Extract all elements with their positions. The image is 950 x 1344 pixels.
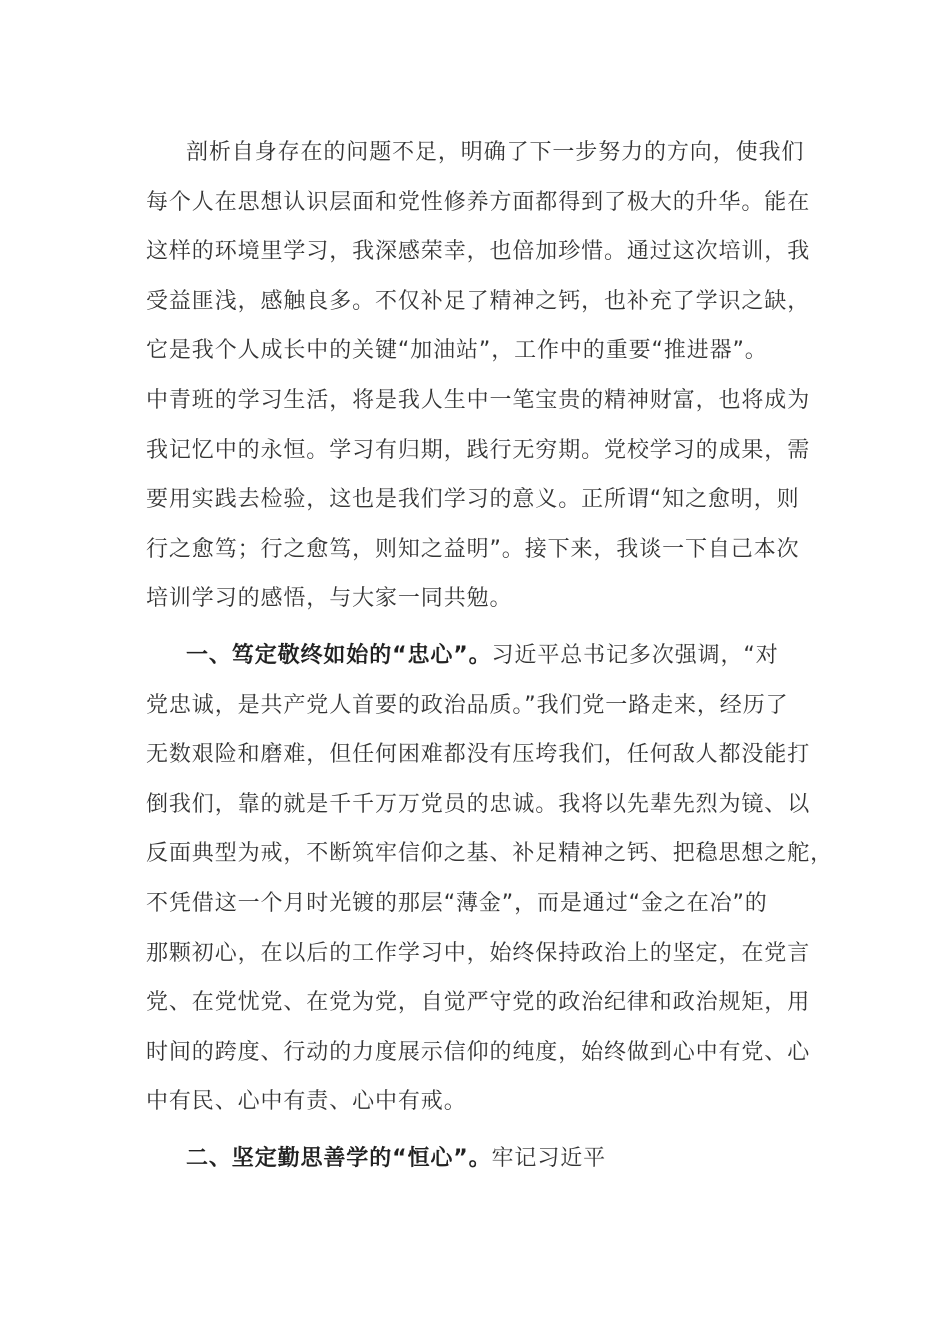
text-line: 受益匪浅，感触良多。不仅补足了精神之钙，也补充了学识之缺，: [146, 288, 811, 314]
text-line: 我记忆中的永恒。学习有归期，践行无穷期。党校学习的成果，需: [146, 437, 811, 463]
text-line: 党、在党忧党、在党为党，自觉严守党的政治纪律和政治规矩，用: [146, 990, 811, 1016]
paragraph-gap: [146, 624, 826, 631]
text-line: 反面典型为戒，不断筑牢信仰之基、补足精神之钙、把稳思想之舵，: [146, 841, 834, 867]
section-heading: 一、笃定敬终如始的“忠心”。: [186, 642, 492, 668]
text-line: 它是我个人成长中的关键“加油站”，工作中的重要“推进器”。: [146, 338, 768, 364]
text-line: 剖析自身存在的问题不足，明确了下一步努力的方向，使我们: [186, 140, 805, 165]
section-first-line: [146, 1134, 826, 1184]
text-line: 每个人在思想认识层面和党性修养方面都得到了极大的升华。能在: [146, 189, 811, 215]
section-heading: 二、坚定勤思善学的“恒心”。: [186, 1145, 492, 1171]
text-line: 那颗初心，在以后的工作学习中，始终保持政治上的坚定，在党言: [146, 940, 811, 966]
document-body: [146, 128, 834, 1183]
section-text: 牢记习近平: [491, 1145, 607, 1171]
paragraph-section-2: [146, 1134, 826, 1184]
text-line: 无数艰险和磨难，但任何困难都没有压垮我们，任何敌人都没能打: [146, 742, 811, 768]
section-text: 习近平总书记多次强调，“对: [491, 642, 779, 668]
text-line: 中青班的学习生活，将是我人生中一笔宝贵的精神财富，也将成为: [146, 387, 811, 413]
text-line: 行之愈笃；行之愈笃，则知之益明”。接下来，我谈一下自己本次: [146, 536, 800, 562]
text-line: 党忠诚，是共产党人首要的政治品质。”我们党一路走来，经历了: [146, 692, 789, 718]
text-line: 不凭借这一个月时光镀的那层“薄金”，而是通过“金之在冶”的: [146, 890, 768, 916]
text-line: 这样的环境里学习，我深感荣幸，也倍加珍惜。通过这次培训，我: [146, 239, 811, 265]
paragraph-gap: [146, 1127, 826, 1134]
paragraph-intro: [146, 128, 826, 624]
text-line: 时间的跨度、行动的力度展示信仰的纯度，始终做到心中有党、心: [146, 1039, 811, 1065]
text-line: 培训学习的感悟，与大家一同共勉。: [146, 586, 513, 612]
text-line: 倒我们，靠的就是千千万万党员的忠诚。我将以先辈先烈为镜、以: [146, 791, 811, 817]
text-line: 要用实践去检验，这也是我们学习的意义。正所谓“知之愈明，则: [146, 487, 800, 513]
section-first-line: [146, 631, 826, 681]
paragraph-section-1: [146, 631, 834, 1127]
text-line: 中有民、心中有责、心中有戒。: [146, 1089, 467, 1115]
